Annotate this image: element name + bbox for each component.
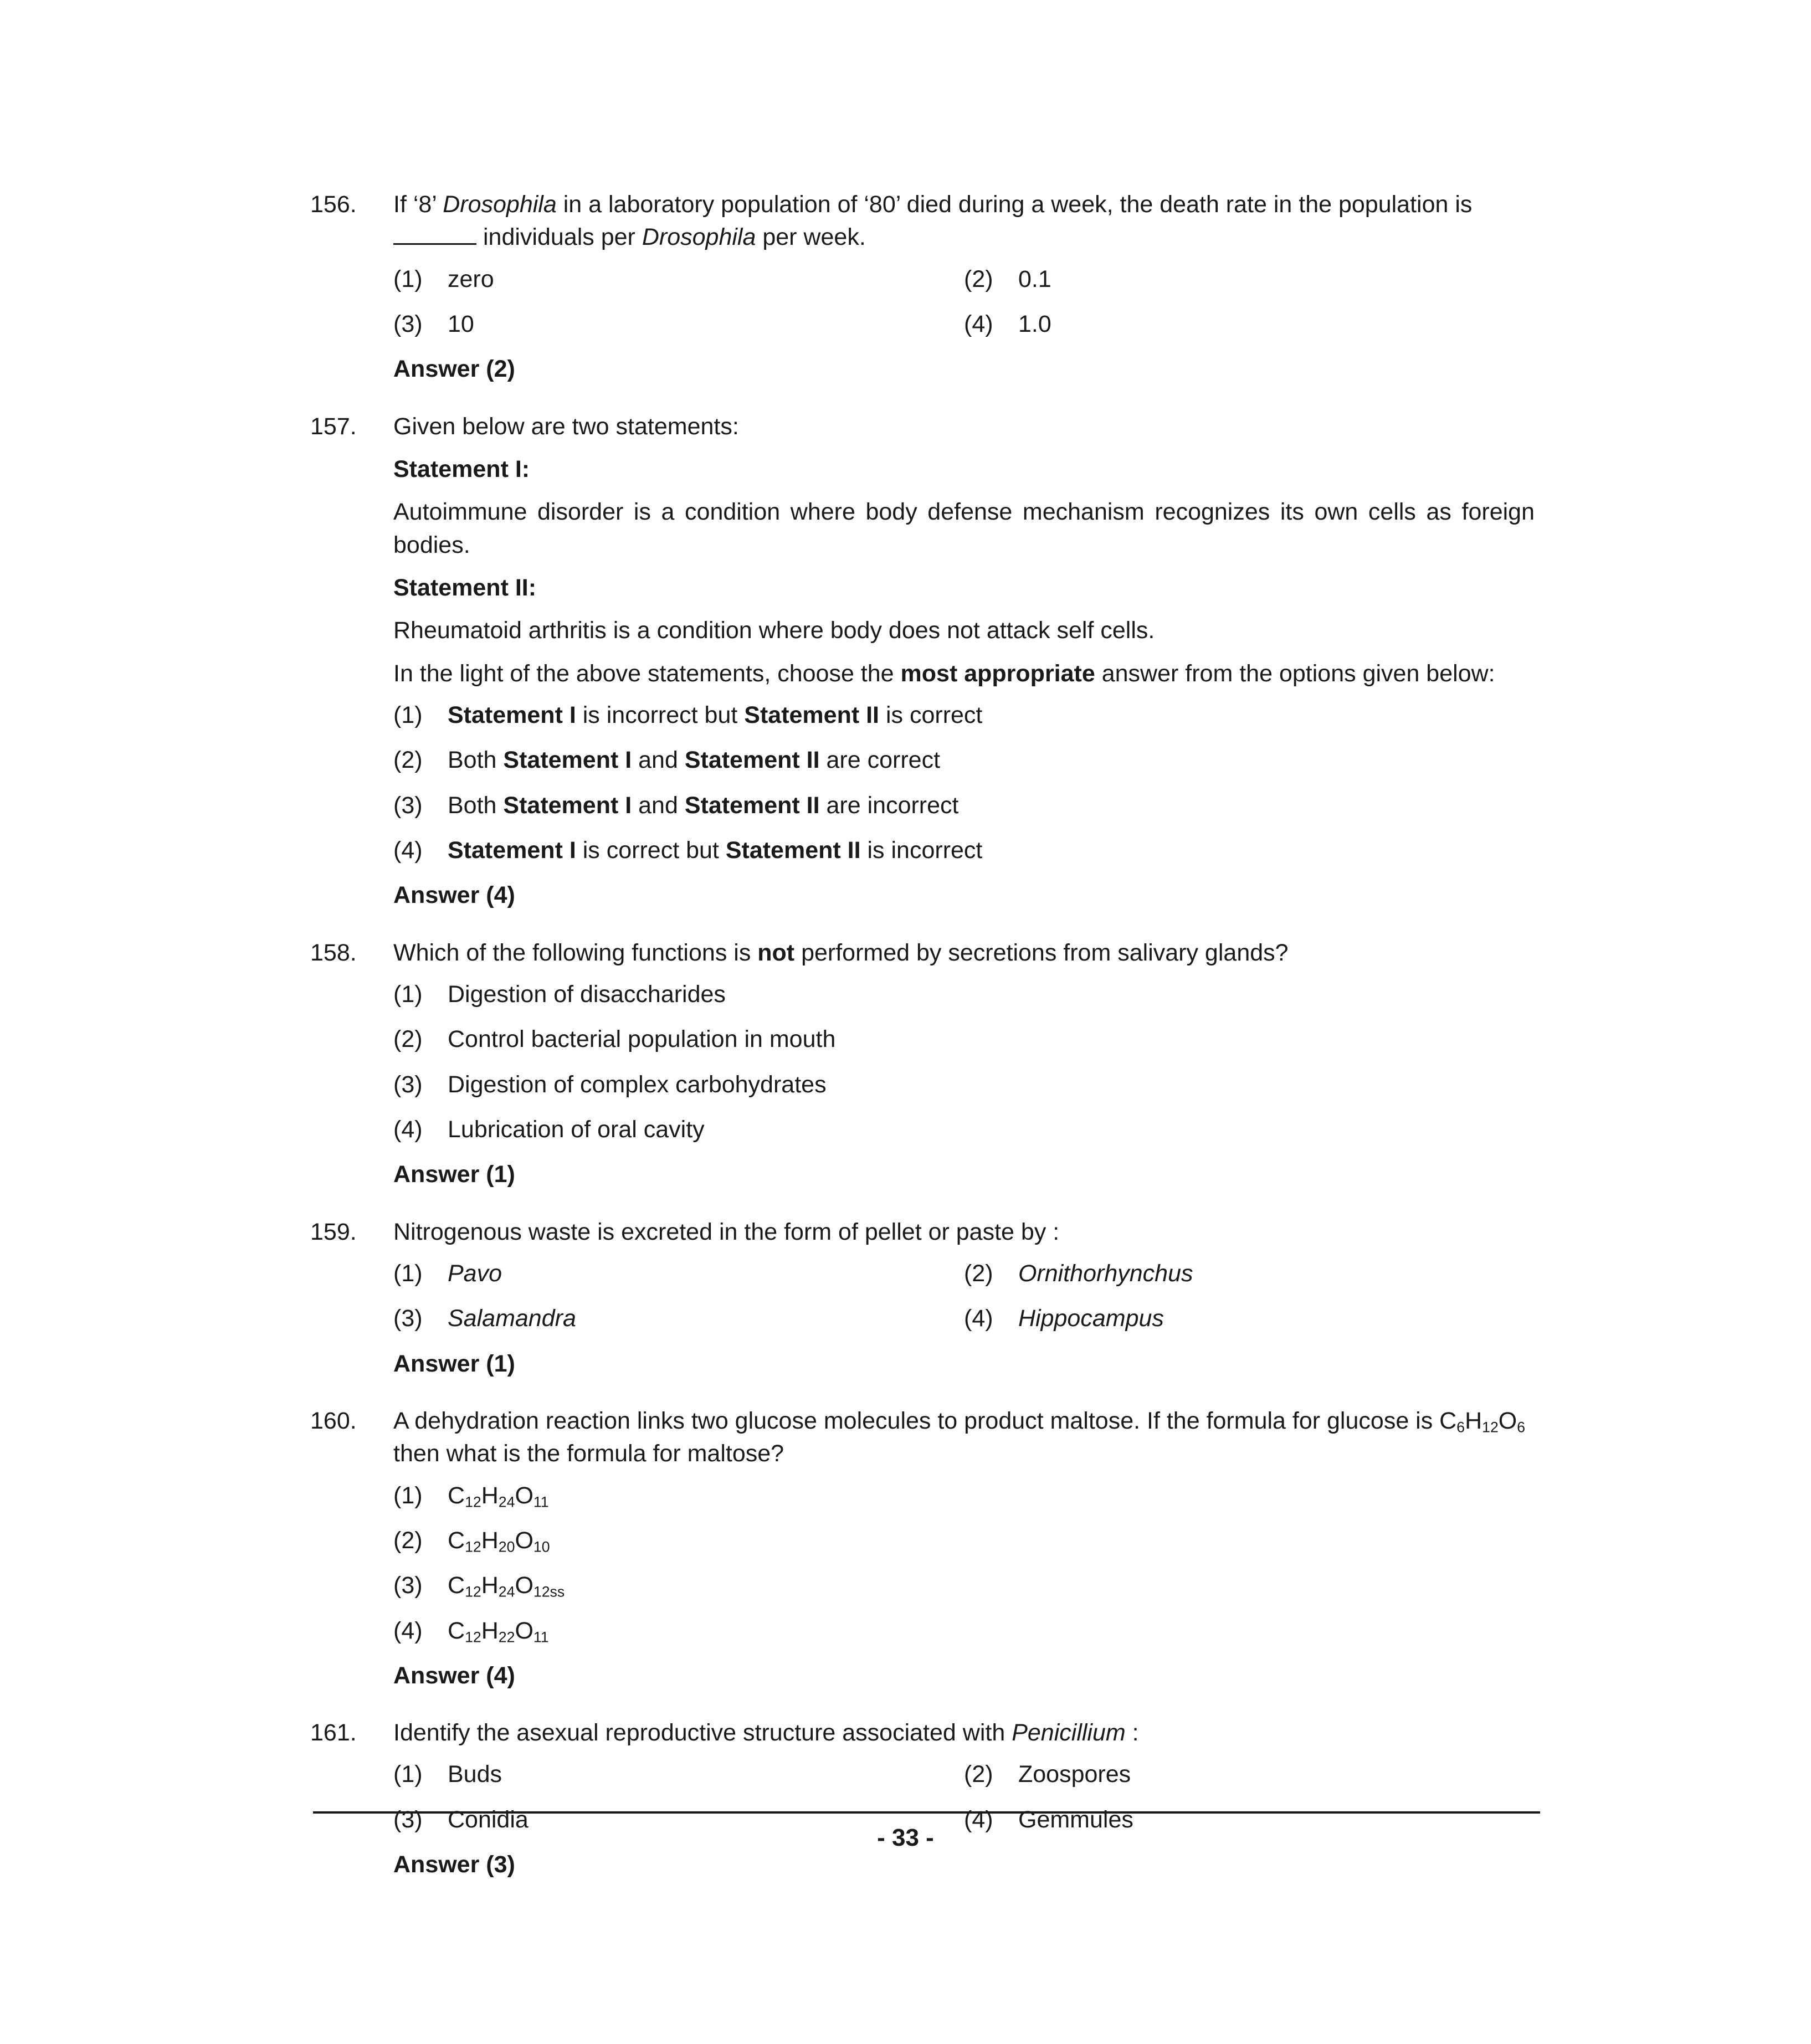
option-1: (1) Buds [393, 1761, 502, 1788]
answer: Answer (2) [393, 356, 515, 383]
question-number: 160. [310, 1407, 357, 1434]
question-160 [310, 1405, 1535, 1692]
option-1: (1) $C_{12}H_{24}O_{11}$ [393, 1480, 1535, 1512]
options [393, 263, 1535, 341]
option-2: (2) 0.1 [964, 265, 1051, 292]
option-2: (2) Both Statement I and Statement II are correct [393, 747, 941, 774]
page-number: - 33 - [877, 1824, 934, 1851]
option-4: (4) $C_{12}H_{22}O_{11}$ [393, 1615, 1535, 1647]
formula: $C_{12}H_{24}O_{11}$ [448, 1482, 549, 1511]
answer-blank [393, 223, 476, 245]
option-4: (4) Statement I is correct but Statement II is incorrect [393, 836, 983, 864]
options [393, 978, 1535, 1146]
instruction: In the light of the above statements, choose the most appropriate answer from the options given below: [393, 660, 1495, 687]
answer: Answer (3) [393, 1851, 515, 1878]
question-159 [310, 1216, 1535, 1380]
question-stem: Identify the asexual reproductive structure associated with Penicillium : [393, 1719, 1139, 1747]
option-3: (3) $C_{12}H_{24}O_{12ss}$ [393, 1569, 1535, 1602]
option-4: (4) Lubrication of oral cavity [393, 1116, 705, 1143]
question-stem: If ‘8’ Drosophila in a laboratory population of ‘80’ died during a week, the death rate in the population is individuals per Drosophila per week. [393, 191, 1473, 251]
statement-2-text: Rheumatoid arthritis is a condition where body does not attack self cells. [393, 617, 1155, 644]
question-156 [310, 188, 1535, 386]
answer: Answer (1) [393, 1350, 515, 1377]
option-4: (4) 1.0 [964, 310, 1051, 337]
option-3: (3) Salamandra [393, 1305, 576, 1332]
option-2: (2) Ornithorhynchus [964, 1260, 1193, 1287]
footer-divider [313, 1811, 1540, 1814]
statement-1-text: Autoimmune disorder is a condition where body defense mechanism recognizes its own cells as foreign bodies. [393, 499, 1535, 558]
question-stem: Given below are two statements: [393, 413, 739, 440]
option-2: (2) Control bacterial population in mouth [393, 1026, 836, 1053]
option-1: (1) Pavo [393, 1260, 502, 1287]
option-3: (3) Both Statement I and Statement II are incorrect [393, 792, 959, 819]
question-stem: A dehydration reaction links two glucose molecules to product maltose. If the formula for glucose is $C_6H_{12}O_6$ then what is the formula for maltose? [393, 1407, 1526, 1467]
option-3: (3) Digestion of complex carbohydrates [393, 1071, 827, 1098]
formula: $C_{12}H_{20}O_{10}$ [448, 1527, 550, 1555]
statement-1-label: Statement I: [393, 455, 530, 482]
options [393, 1480, 1535, 1647]
option-1: (1) Statement I is incorrect but Statement II is correct [393, 701, 983, 728]
options [393, 1257, 1535, 1336]
question-stem: Nitrogenous waste is excreted in the form of pellet or paste by : [393, 1218, 1060, 1245]
option-3: (3) Conidia [393, 1806, 529, 1833]
option-1: (1) Digestion of disaccharides [393, 980, 726, 1008]
question-number: 159. [310, 1218, 357, 1245]
option-4: (4) Hippocampus [964, 1305, 1164, 1332]
question-158 [310, 937, 1535, 1192]
question-number: 157. [310, 413, 357, 440]
question-161 [310, 1717, 1535, 1881]
option-4: (4) Gemmules [964, 1806, 1133, 1833]
answer: Answer (4) [393, 882, 515, 909]
formula: $C_{12}H_{22}O_{11}$ [448, 1617, 549, 1646]
question-number: 156. [310, 191, 357, 218]
question-stem: Which of the following functions is not performed by secretions from salivary glands? [393, 939, 1289, 966]
question-number: 161. [310, 1719, 357, 1747]
option-3: (3) 10 [393, 310, 474, 337]
answer: Answer (4) [393, 1662, 515, 1689]
option-1: (1) zero [393, 265, 494, 292]
question-page [310, 188, 1535, 1906]
option-2: (2) $C_{12}H_{20}O_{10}$ [393, 1524, 1535, 1557]
formula: $C_{12}H_{24}O_{12ss}$ [448, 1572, 565, 1600]
answer: Answer (1) [393, 1161, 515, 1188]
option-2: (2) Zoospores [964, 1761, 1131, 1788]
options [393, 699, 1535, 867]
question-number: 158. [310, 939, 357, 966]
question-157 [310, 410, 1535, 912]
statement-2-label: Statement II: [393, 574, 537, 601]
